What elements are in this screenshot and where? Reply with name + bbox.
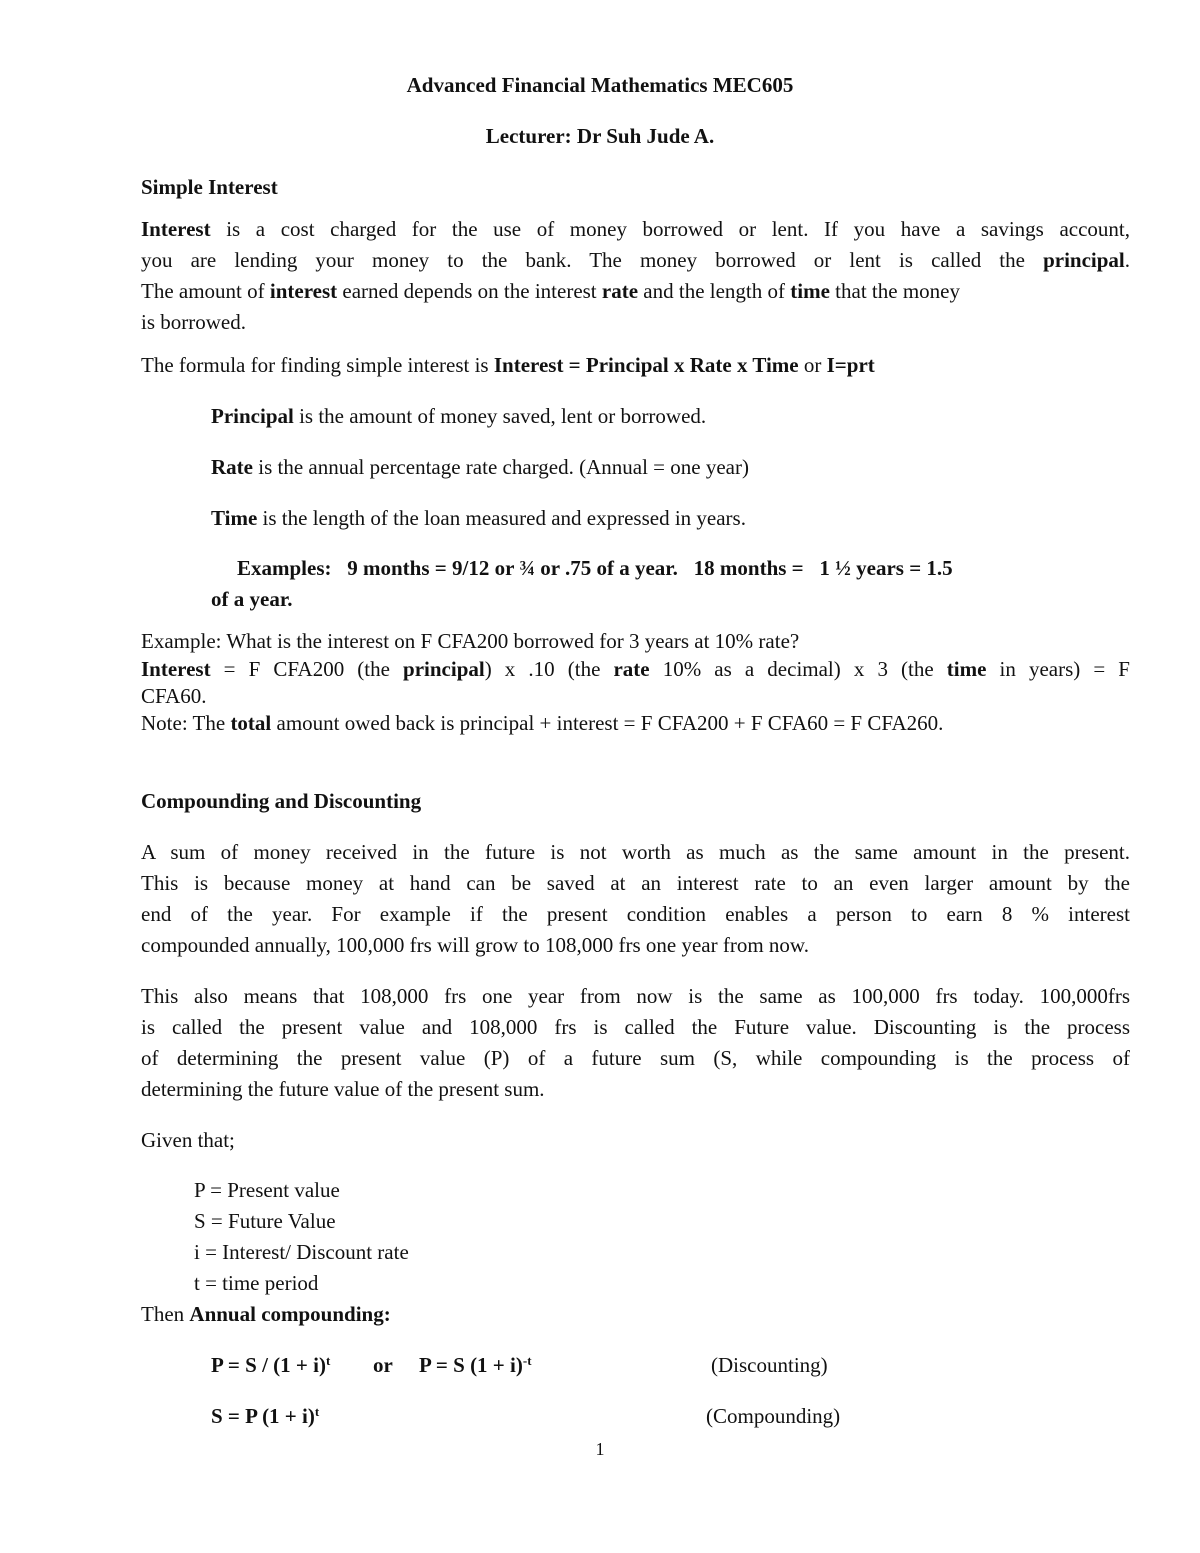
definition-rate: Rate is the annual percentage rate charged. (Annual = one year): [211, 455, 749, 479]
page-number: 1: [595, 1439, 605, 1459]
worked-example-answer-cont: CFA60.: [141, 684, 207, 708]
given-that: Given that;: [141, 1128, 235, 1152]
compounding-label: (Compounding): [706, 1404, 841, 1428]
discounting-equation-b: P = S $(1 + i)^{-t}$: [419, 1353, 532, 1377]
paragraph-line: The amount of interest earned depends on the interest rate and the length of time that the money: [141, 279, 960, 303]
paragraph-line: Interest is a cost charged for the use of money borrowed or lent. If you have a savings account,: [141, 217, 1130, 241]
lecturer-line: Lecturer: Dr Suh Jude A.: [485, 124, 715, 148]
paragraph-line: is called the present value and 108,000 frs is called the Future value. Discounting is the process: [141, 1015, 1130, 1039]
annual-compounding-label: Then Annual compounding:: [141, 1302, 391, 1326]
document-title: Advanced Financial Mathematics MEC605: [406, 73, 794, 97]
discounting-equation-a: $P = S / (1 + i)^t$: [211, 1353, 331, 1377]
paragraph-line: is borrowed.: [141, 310, 246, 334]
section-heading-compounding: Compounding and Discounting: [141, 789, 422, 813]
variable-definition: t = time period: [194, 1271, 319, 1295]
discounting-label: (Discounting): [711, 1353, 828, 1377]
variable-definition: P = Present value: [194, 1178, 340, 1202]
definition-time: Time is the length of the loan measured and expressed in years.: [211, 506, 746, 530]
paragraph-line: This is because money at hand can be saved at an interest rate to an even larger amount by the: [141, 871, 1130, 895]
paragraph-line: determining the future value of the present sum.: [141, 1077, 545, 1101]
paragraph-line: of determining the present value (P) of a future sum (S, while compounding is the process of: [141, 1046, 1130, 1070]
paragraph-line: you are lending your money to the bank. The money borrowed or lent is called the principal.: [141, 248, 1130, 272]
examples-line: Examples: 9 months = 9/12 or ¾ or .75 of a year. 18 months = 1 ½ years = 1.5: [237, 556, 953, 580]
simple-interest-formula: The formula for finding simple interest is Interest = Principal x Rate x Time or I=prt: [141, 353, 875, 377]
worked-example-note: Note: The total amount owed back is principal + interest = F CFA200 + F CFA60 = F CFA260.: [141, 711, 944, 735]
paragraph-line: A sum of money received in the future is not worth as much as the same amount in the present.: [141, 840, 1130, 864]
worked-example-question: Example: What is the interest on F CFA200 borrowed for 3 years at 10% rate?: [141, 629, 800, 653]
examples-line: of a year.: [211, 587, 293, 611]
equation-or: or: [373, 1353, 393, 1377]
variable-definition: S = Future Value: [194, 1209, 336, 1233]
paragraph-line: compounded annually, 100,000 frs will grow to 108,000 frs one year from now.: [141, 933, 809, 957]
worked-example-answer: Interest = F CFA200 (the principal) x .10 (the rate 10% as a decimal) x 3 (the time in years) = F: [141, 657, 1130, 681]
section-heading-simple-interest: Simple Interest: [141, 175, 278, 199]
paragraph-line: end of the year. For example if the present condition enables a person to earn 8 % interest: [141, 902, 1130, 926]
compounding-equation: S = P $(1 + i)^t$: [211, 1404, 320, 1428]
variable-definition: i = Interest/ Discount rate: [194, 1240, 409, 1264]
definition-principal: Principal is the amount of money saved, lent or borrowed.: [211, 404, 707, 428]
paragraph-line: This also means that 108,000 frs one year from now is the same as 100,000 frs today. 100,000frs: [141, 984, 1130, 1008]
